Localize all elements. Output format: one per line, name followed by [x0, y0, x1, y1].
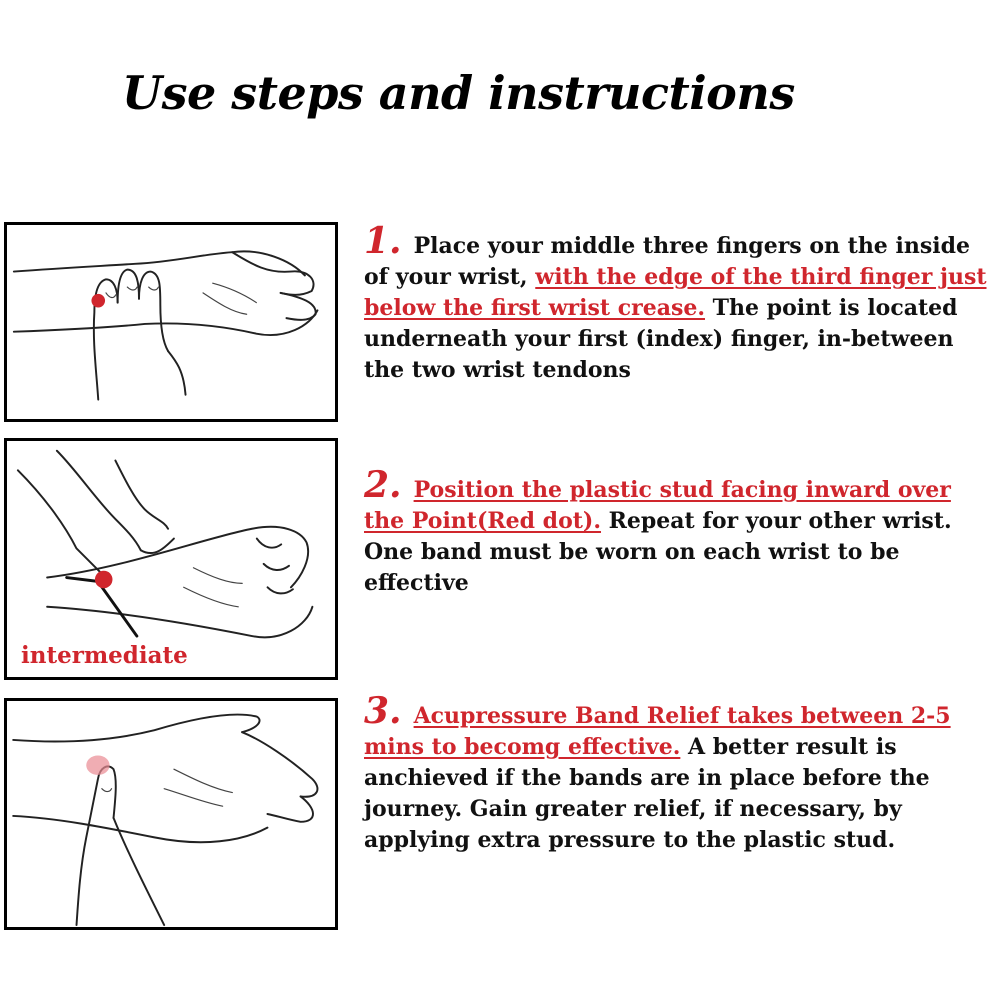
step-lead-text: Place your middle three fingers on the inside of your wrist, [364, 233, 970, 290]
acupressure-point-dot [91, 294, 105, 308]
step-highlight-text: Acupressure Band Relief takes between 2-5 mins to becomg effective. [364, 703, 951, 760]
acupressure-point-glow [86, 756, 109, 775]
step-body-text: A better result is anchieved if the bands are in place before the journey. Gain greater relief, if necessary, by applying extra pressure to the plastic stud. [364, 734, 930, 853]
step-2-text [364, 464, 994, 599]
illustration-fingers-on-wrist [4, 222, 338, 422]
acupressure-point-dot [95, 571, 113, 589]
step-1-text [364, 220, 994, 386]
step-number: 1. [364, 220, 402, 262]
page-title: Use steps and instructions [122, 66, 795, 120]
illustration-thumb-pressure [4, 698, 338, 930]
illustration-band-position [4, 438, 338, 680]
panel-caption: intermediate [21, 642, 188, 669]
step-highlight-text: Position the plastic stud facing inward over the Point(Red dot). [364, 477, 951, 534]
step-number: 2. [364, 464, 402, 506]
step-body-text: Repeat for your other wrist. One band must be worn on each wrist to be effective [364, 508, 952, 596]
thumb-pressure-drawing [7, 701, 335, 927]
step-3-text [364, 690, 994, 856]
step-body-text: The point is located underneath your first (index) finger, in-between the two wrist tendons [364, 295, 958, 383]
step-number: 3. [364, 690, 402, 732]
step-highlight-text: with the edge of the third finger just below the first wrist crease. [364, 264, 987, 321]
wrist-fingers-drawing [7, 225, 335, 419]
